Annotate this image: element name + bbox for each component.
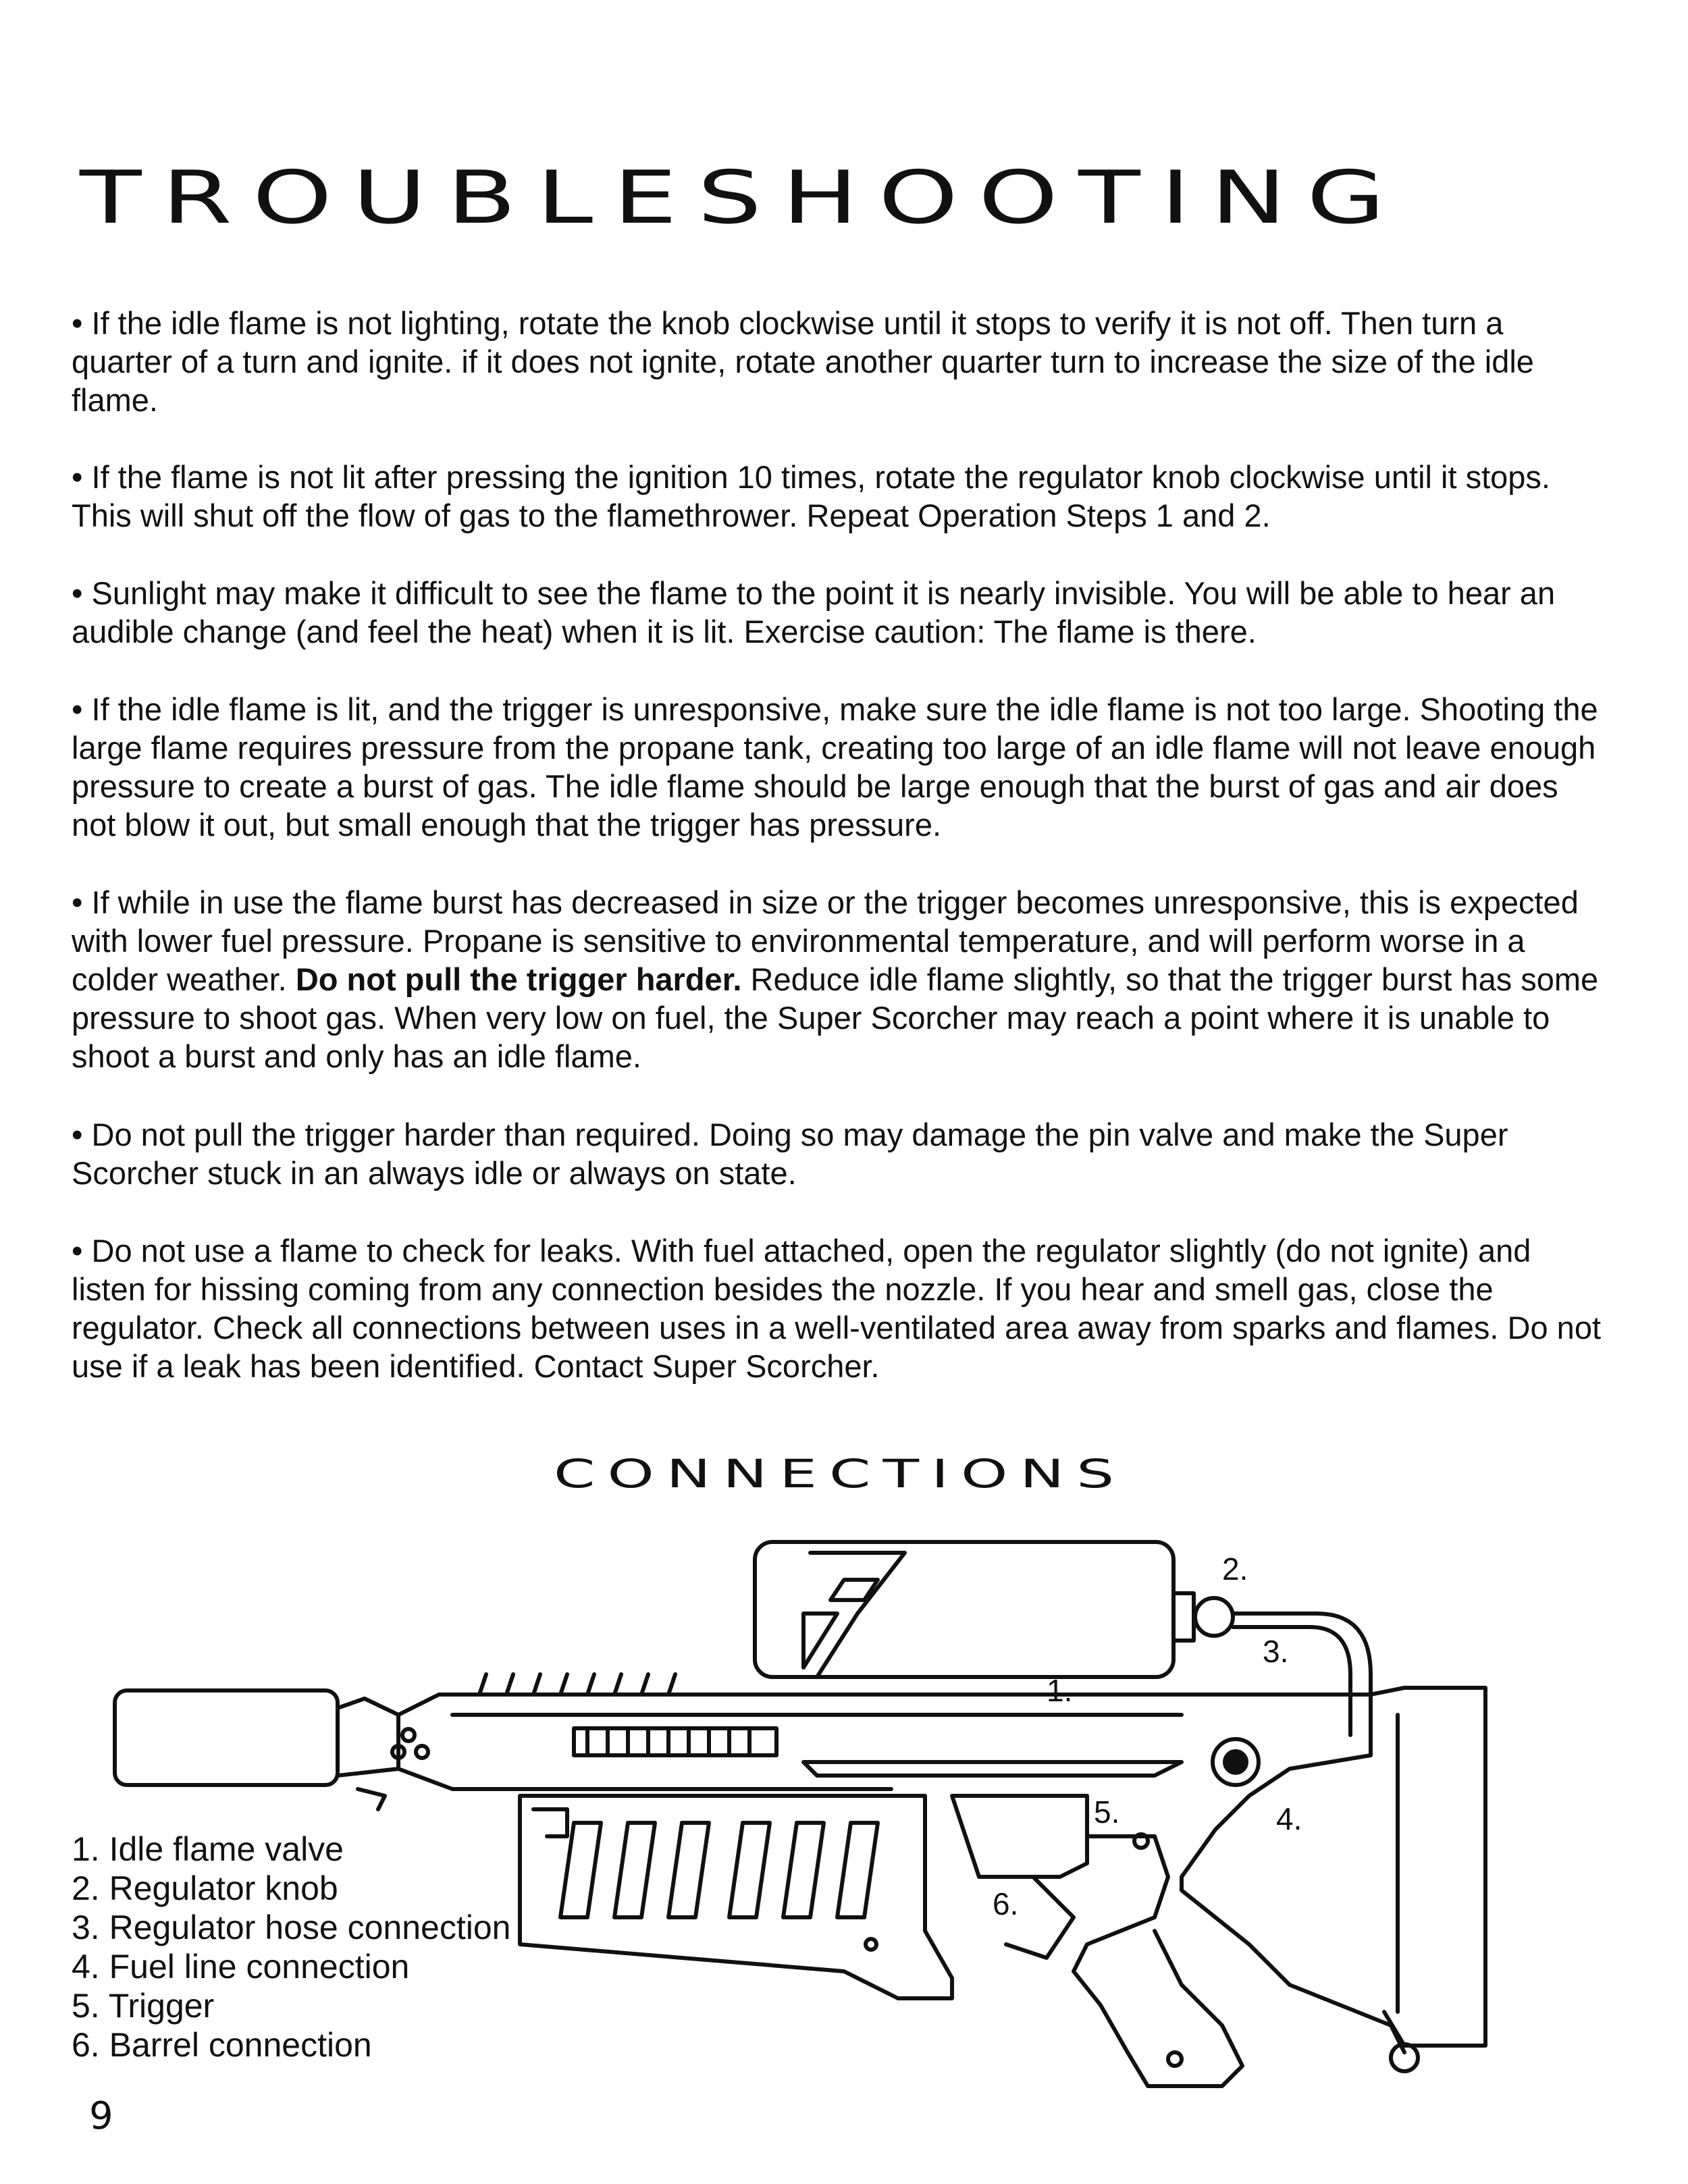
callout-6: 6. bbox=[993, 1886, 1019, 1921]
legend-item: 3. Regulator hose connection bbox=[72, 1909, 511, 1946]
page-number: 9 bbox=[89, 2094, 113, 2138]
legend-item: 5. Trigger bbox=[72, 1987, 215, 2025]
callout-5: 5. bbox=[1094, 1794, 1120, 1830]
legend-item: 4. Fuel line connection bbox=[72, 1948, 410, 1986]
nozzle-illustration bbox=[115, 1690, 398, 1809]
callout-2: 2. bbox=[1222, 1551, 1248, 1587]
trigger-assembly-illustration bbox=[952, 1796, 1242, 2086]
tip-low-fuel-warning: Do not pull the trigger harder. bbox=[295, 961, 742, 997]
callout-3: 3. bbox=[1263, 1634, 1289, 1669]
connections-title: CONNECTIONS bbox=[554, 1450, 1127, 1497]
legend-item: 2. Regulator knob bbox=[72, 1869, 338, 1907]
stock-illustration bbox=[1371, 1688, 1485, 2071]
tip-low-fuel-text-2: Reduce idle flame slightly, so that the trigger burst has some pressure to shoot gas. When very low on fuel, the Super Scorcher may reach a point where it is unable to shoot a burst and only has an idle flame. bbox=[72, 961, 1599, 1074]
tip-low-fuel-pressure bbox=[72, 883, 1611, 1075]
tip-flame-not-lit-after-ignition: • If the flame is not lit after pressing the ignition 10 times, rotate the regulator knob clockwise until it stops. This will shut off the flow of gas to the flamethrower. Repeat Operation Steps 1 and 2. bbox=[72, 459, 1550, 533]
fuel-line-connection-illustration bbox=[1213, 1739, 1259, 1785]
callout-4: 4. bbox=[1276, 1801, 1302, 1836]
callout-1: 1. bbox=[1047, 1673, 1073, 1708]
connections-legend bbox=[72, 1830, 625, 2065]
page-title: TROUBLESHOOTING bbox=[80, 155, 1406, 240]
propane-tank-illustration bbox=[755, 1542, 1173, 1677]
tip-trigger-unresponsive: • If the idle flame is lit, and the trigger is unresponsive, make sure the idle flame is not too large. Shooting the large flame requires pressure from the propane tank, creating too large of an idle flame will not leave enough pressure to create a burst of gas. The idle flame should be large enough that the burst of gas and air does not blow it out, but small enough that the trigger has pressure. bbox=[72, 691, 1598, 843]
tip-leak-check: • Do not use a flame to check for leaks. With fuel attached, open the regulator slightly (do not ignite) and listen for hissing coming from any connection besides the nozzle. If you hear and smell gas, close the regulator. Check all connections between uses in a well-ventilated area away from sparks and flames. Do not use if a leak has been identified. Contact Super Scorcher. bbox=[72, 1233, 1602, 1384]
tip-low-fuel-text-1: • If while in use the flame burst has decreased in size or the trigger becomes unresponsive, this is expected with lower fuel pressure. Propane is sensitive to environmental temperature, and will perform worse in a colder weather. bbox=[72, 884, 1579, 997]
tip-sunlight-visibility: • Sunlight may make it difficult to see the flame to the point it is nearly invisible. You will be able to hear an audible change (and feel the heat) when it is lit. Exercise caution: The flame is there. bbox=[72, 575, 1556, 649]
tip-trigger-force: • Do not pull the trigger harder than required. Doing so may damage the pin valve and make the Super Scorcher stuck in an always idle or always on state. bbox=[72, 1117, 1508, 1191]
legend-item: 6. Barrel connection bbox=[72, 2026, 372, 2064]
legend-item: 1. Idle flame valve bbox=[72, 1830, 344, 1868]
tip-idle-flame-not-lighting: • If the idle flame is not lighting, rotate the knob clockwise until it stops to verify it is not off. Then turn a quarter of a turn and ignite. if it does not ignite, rotate another quarter turn to increase the size of the idle flame. bbox=[72, 305, 1534, 418]
